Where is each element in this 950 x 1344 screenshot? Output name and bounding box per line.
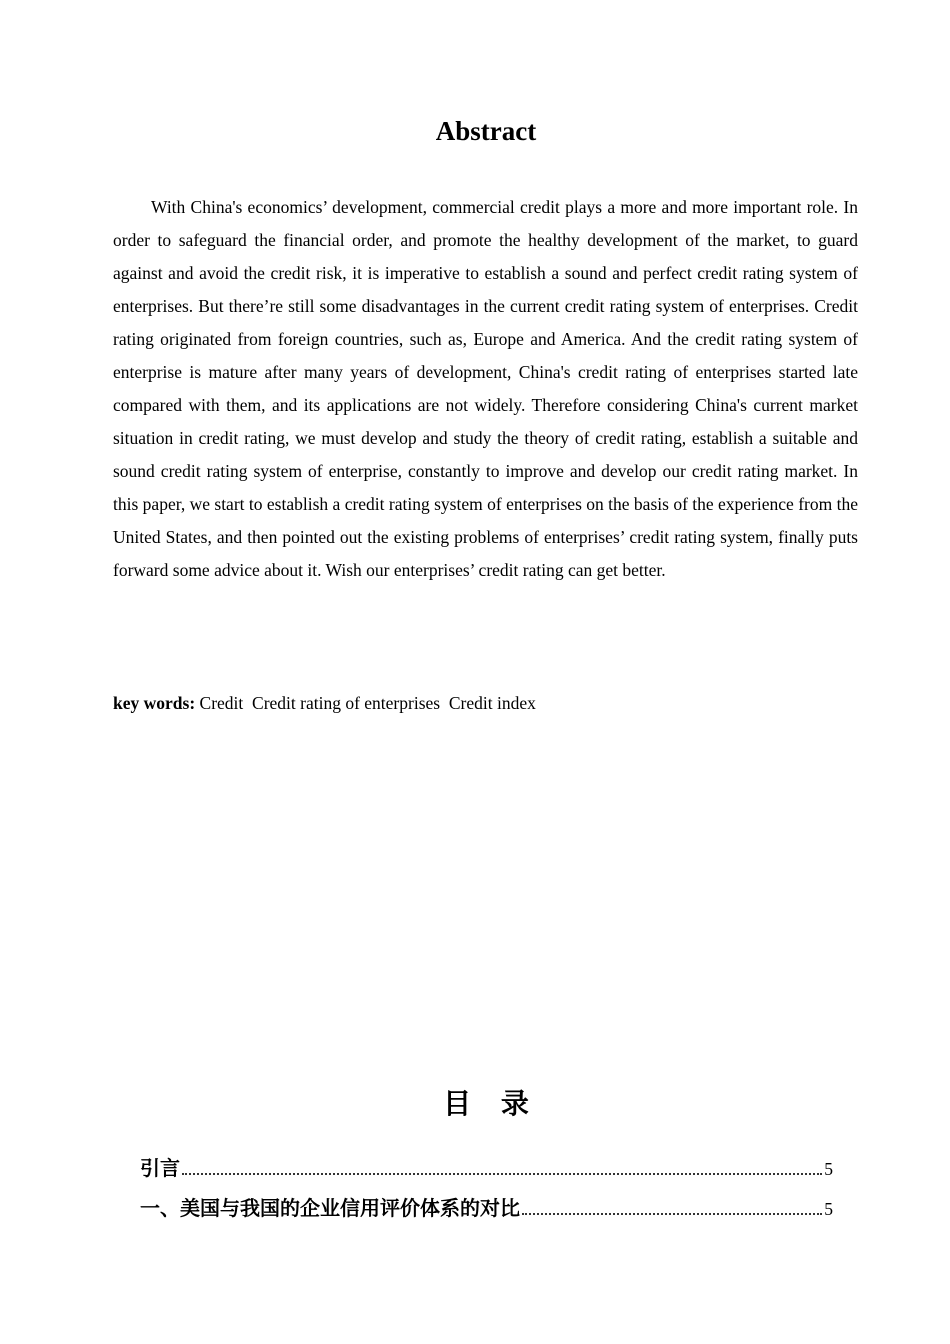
- toc-entry[interactable]: [140, 1190, 833, 1230]
- keywords-label: key words:: [113, 693, 196, 713]
- toc-list: [140, 1150, 833, 1230]
- toc-entry-page: 5: [824, 1159, 833, 1179]
- toc-entry[interactable]: [140, 1150, 833, 1190]
- toc-entry-page: 5: [824, 1199, 833, 1219]
- toc-dot-leader: [182, 1173, 822, 1175]
- toc-entry-text: 引言: [140, 1156, 180, 1180]
- keywords-items: Credit Credit rating of enterprises Credit index: [195, 693, 536, 713]
- toc-dot-leader: [522, 1213, 822, 1215]
- abstract-body: With China's economics’ development, commercial credit plays a more and more important role. In order to safeguard the financial order, and promote the healthy development of the market, to guard against and avoid the credit risk, it is imperative to establish a sound and perfect credit rating system of enterprises. But there’re still some disadvantages in the current credit rating system of enterprises. Credit rating originated from foreign countries, such as, Europe and America. And the credit rating system of enterprise is mature after many years of development, China's credit rating of enterprises started late compared with them, and its applications are not widely. Therefore considering China's current market situation in credit rating, we must develop and study the theory of credit rating, establish a suitable and sound credit rating system of enterprise, constantly to improve and develop our credit rating market. In this paper, we start to establish a credit rating system of enterprises on the basis of the experience from the United States, and then pointed out the existing problems of enterprises’ credit rating system, finally puts forward some advice about it. Wish our enterprises’ credit rating can get better.: [113, 197, 858, 580]
- toc-entry-text: 一、美国与我国的企业信用评价体系的对比: [140, 1196, 520, 1220]
- keywords-line: [113, 690, 536, 716]
- toc-title: 目 录: [443, 1087, 529, 1120]
- abstract-title: Abstract: [435, 116, 537, 146]
